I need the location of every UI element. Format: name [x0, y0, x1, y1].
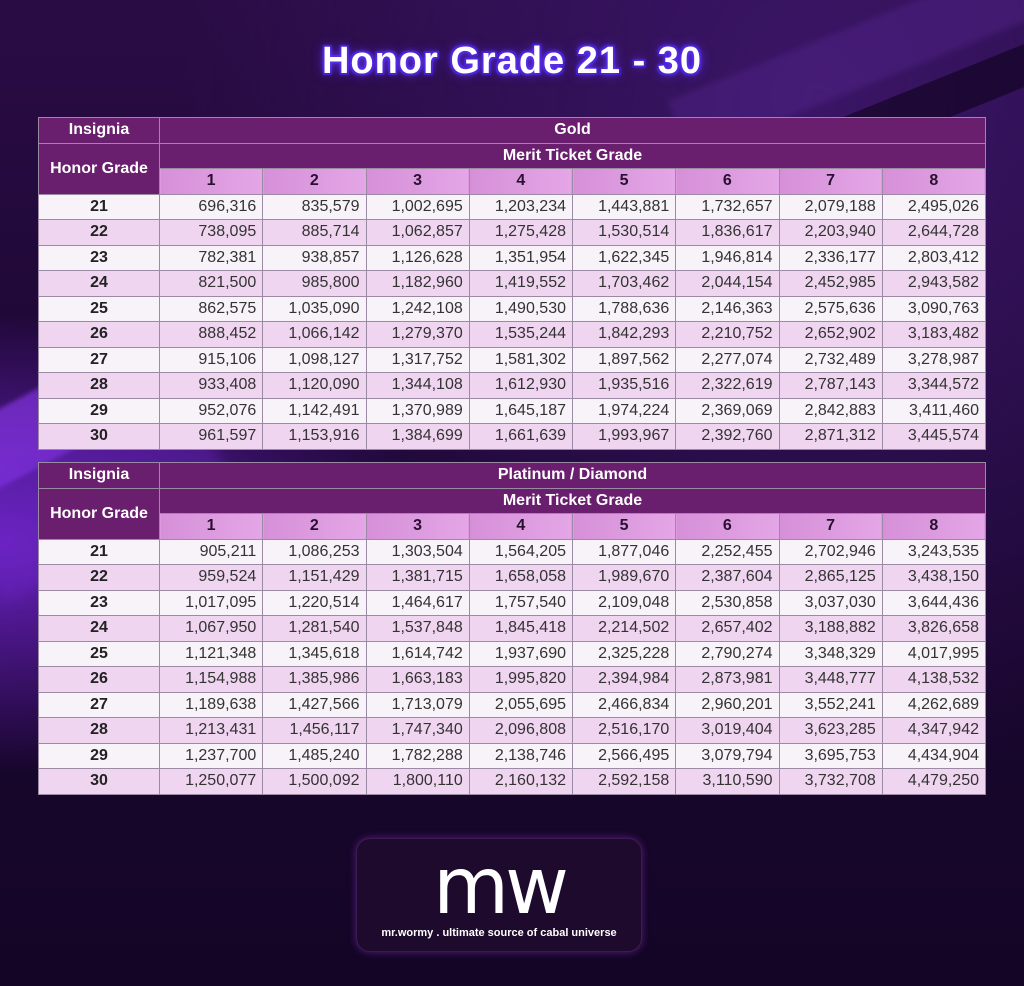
value-cell: 2,466,834	[573, 692, 676, 718]
value-cell: 4,347,942	[882, 718, 985, 744]
value-cell: 1,788,636	[573, 296, 676, 322]
value-cell: 1,279,370	[366, 322, 469, 348]
value-cell: 1,464,617	[366, 590, 469, 616]
honor-grade-cell: 28	[39, 373, 160, 399]
value-cell: 1,836,617	[676, 220, 779, 246]
value-cell: 1,120,090	[263, 373, 366, 399]
table-row	[39, 194, 986, 220]
column-header: 6	[676, 514, 779, 540]
column-header: 1	[160, 169, 263, 195]
table-row	[39, 769, 986, 795]
value-cell: 1,098,127	[263, 347, 366, 373]
value-cell: 2,873,981	[676, 667, 779, 693]
honor-grade-cell: 26	[39, 667, 160, 693]
value-cell: 1,189,638	[160, 692, 263, 718]
honor-grade-cell: 28	[39, 718, 160, 744]
table-row	[39, 322, 986, 348]
value-cell: 1,622,345	[573, 245, 676, 271]
value-cell: 2,214,502	[573, 616, 676, 642]
value-cell: 1,142,491	[263, 398, 366, 424]
value-cell: 985,800	[263, 271, 366, 297]
column-header: 2	[263, 169, 366, 195]
platinum-honor-table	[38, 462, 986, 795]
value-cell: 835,579	[263, 194, 366, 220]
value-cell: 3,110,590	[676, 769, 779, 795]
value-cell: 2,790,274	[676, 641, 779, 667]
value-cell: 1,303,504	[366, 539, 469, 565]
value-cell: 3,623,285	[779, 718, 882, 744]
value-cell: 2,644,728	[882, 220, 985, 246]
column-header: 4	[469, 514, 572, 540]
value-cell: 1,242,108	[366, 296, 469, 322]
value-cell: 1,427,566	[263, 692, 366, 718]
value-cell: 1,203,234	[469, 194, 572, 220]
value-cell: 2,865,125	[779, 565, 882, 591]
value-cell: 1,845,418	[469, 616, 572, 642]
value-cell: 2,096,808	[469, 718, 572, 744]
value-cell: 2,787,143	[779, 373, 882, 399]
value-cell: 1,663,183	[366, 667, 469, 693]
value-cell: 3,552,241	[779, 692, 882, 718]
value-cell: 2,044,154	[676, 271, 779, 297]
value-cell: 1,062,857	[366, 220, 469, 246]
value-cell: 2,252,455	[676, 539, 779, 565]
value-cell: 1,946,814	[676, 245, 779, 271]
column-header: 7	[779, 169, 882, 195]
value-cell: 1,275,428	[469, 220, 572, 246]
value-cell: 4,262,689	[882, 692, 985, 718]
value-cell: 4,434,904	[882, 743, 985, 769]
column-header: 1	[160, 514, 263, 540]
value-cell: 2,387,604	[676, 565, 779, 591]
value-cell: 2,943,582	[882, 271, 985, 297]
value-cell: 1,581,302	[469, 347, 572, 373]
value-cell: 1,067,950	[160, 616, 263, 642]
value-cell: 1,381,715	[366, 565, 469, 591]
value-cell: 1,757,540	[469, 590, 572, 616]
value-cell: 2,657,402	[676, 616, 779, 642]
value-cell: 885,714	[263, 220, 366, 246]
value-cell: 2,803,412	[882, 245, 985, 271]
value-cell: 1,351,954	[469, 245, 572, 271]
value-cell: 1,535,244	[469, 322, 572, 348]
merit-ticket-grade-label: Merit Ticket Grade	[160, 143, 986, 169]
value-cell: 2,394,984	[573, 667, 676, 693]
value-cell: 938,857	[263, 245, 366, 271]
value-cell: 2,495,026	[882, 194, 985, 220]
value-cell: 4,479,250	[882, 769, 985, 795]
honor-grade-cell: 26	[39, 322, 160, 348]
value-cell: 3,079,794	[676, 743, 779, 769]
value-cell: 1,154,988	[160, 667, 263, 693]
value-cell: 2,960,201	[676, 692, 779, 718]
value-cell: 1,443,881	[573, 194, 676, 220]
table-row	[39, 616, 986, 642]
value-cell: 2,369,069	[676, 398, 779, 424]
value-cell: 738,095	[160, 220, 263, 246]
value-cell: 1,126,628	[366, 245, 469, 271]
value-cell: 2,452,985	[779, 271, 882, 297]
value-cell: 2,109,048	[573, 590, 676, 616]
value-cell: 3,019,404	[676, 718, 779, 744]
value-cell: 1,017,095	[160, 590, 263, 616]
honor-grade-cell: 29	[39, 398, 160, 424]
value-cell: 915,106	[160, 347, 263, 373]
insignia-label: Insignia	[39, 463, 160, 489]
value-cell: 1,782,288	[366, 743, 469, 769]
value-cell: 2,325,228	[573, 641, 676, 667]
value-cell: 1,703,462	[573, 271, 676, 297]
value-cell: 1,612,930	[469, 373, 572, 399]
value-cell: 1,732,657	[676, 194, 779, 220]
value-cell: 1,086,253	[263, 539, 366, 565]
value-cell: 1,456,117	[263, 718, 366, 744]
value-cell: 1,182,960	[366, 271, 469, 297]
value-cell: 2,575,636	[779, 296, 882, 322]
value-cell: 1,237,700	[160, 743, 263, 769]
column-header: 7	[779, 514, 882, 540]
value-cell: 905,211	[160, 539, 263, 565]
value-cell: 2,392,760	[676, 424, 779, 450]
value-cell: 3,183,482	[882, 322, 985, 348]
value-cell: 821,500	[160, 271, 263, 297]
value-cell: 3,826,658	[882, 616, 985, 642]
value-cell: 3,448,777	[779, 667, 882, 693]
value-cell: 3,090,763	[882, 296, 985, 322]
value-cell: 3,411,460	[882, 398, 985, 424]
value-cell: 1,250,077	[160, 769, 263, 795]
value-cell: 1,384,699	[366, 424, 469, 450]
value-cell: 1,281,540	[263, 616, 366, 642]
value-cell: 2,138,746	[469, 743, 572, 769]
table-row	[39, 718, 986, 744]
gold-honor-table	[38, 117, 986, 450]
value-cell: 1,151,429	[263, 565, 366, 591]
honor-grade-cell: 22	[39, 565, 160, 591]
honor-grade-cell: 23	[39, 245, 160, 271]
honor-grade-cell: 23	[39, 590, 160, 616]
value-cell: 696,316	[160, 194, 263, 220]
honor-grade-cell: 30	[39, 769, 160, 795]
value-cell: 2,055,695	[469, 692, 572, 718]
honor-grade-cell: 25	[39, 296, 160, 322]
value-cell: 1,842,293	[573, 322, 676, 348]
value-cell: 1,530,514	[573, 220, 676, 246]
honor-grade-cell: 30	[39, 424, 160, 450]
value-cell: 1,153,916	[263, 424, 366, 450]
value-cell: 1,345,618	[263, 641, 366, 667]
value-cell: 1,800,110	[366, 769, 469, 795]
value-cell: 952,076	[160, 398, 263, 424]
value-cell: 2,592,158	[573, 769, 676, 795]
table-row	[39, 296, 986, 322]
value-cell: 2,732,489	[779, 347, 882, 373]
value-cell: 1,500,092	[263, 769, 366, 795]
value-cell: 1,537,848	[366, 616, 469, 642]
value-cell: 2,516,170	[573, 718, 676, 744]
value-cell: 3,037,030	[779, 590, 882, 616]
value-cell: 1,066,142	[263, 322, 366, 348]
value-cell: 959,524	[160, 565, 263, 591]
mw-logo	[356, 838, 642, 952]
value-cell: 1,002,695	[366, 194, 469, 220]
value-cell: 3,188,882	[779, 616, 882, 642]
value-cell: 2,277,074	[676, 347, 779, 373]
table-row	[39, 398, 986, 424]
table-row	[39, 271, 986, 297]
logo-mark: mw	[433, 842, 565, 932]
value-cell: 782,381	[160, 245, 263, 271]
table-row	[39, 245, 986, 271]
value-cell: 1,877,046	[573, 539, 676, 565]
value-cell: 1,370,989	[366, 398, 469, 424]
column-header: 4	[469, 169, 572, 195]
value-cell: 2,566,495	[573, 743, 676, 769]
page-title: Honor Grade 21 - 30	[321, 40, 703, 82]
value-cell: 1,989,670	[573, 565, 676, 591]
honor-grade-label: Honor Grade	[39, 488, 160, 539]
value-cell: 1,995,820	[469, 667, 572, 693]
value-cell: 1,937,690	[469, 641, 572, 667]
honor-grade-cell: 27	[39, 347, 160, 373]
column-header: 2	[263, 514, 366, 540]
column-header: 8	[882, 169, 985, 195]
value-cell: 2,871,312	[779, 424, 882, 450]
value-cell: 1,317,752	[366, 347, 469, 373]
value-cell: 3,644,436	[882, 590, 985, 616]
value-cell: 2,160,132	[469, 769, 572, 795]
value-cell: 1,485,240	[263, 743, 366, 769]
table-row	[39, 424, 986, 450]
value-cell: 3,438,150	[882, 565, 985, 591]
honor-grade-cell: 27	[39, 692, 160, 718]
column-header: 3	[366, 169, 469, 195]
value-cell: 1,974,224	[573, 398, 676, 424]
value-cell: 1,897,562	[573, 347, 676, 373]
value-cell: 888,452	[160, 322, 263, 348]
column-header: 6	[676, 169, 779, 195]
column-header: 5	[573, 514, 676, 540]
value-cell: 2,530,858	[676, 590, 779, 616]
table-row	[39, 641, 986, 667]
honor-grade-cell: 24	[39, 616, 160, 642]
value-cell: 1,490,530	[469, 296, 572, 322]
table-row	[39, 743, 986, 769]
honor-grade-cell: 25	[39, 641, 160, 667]
value-cell: 2,079,188	[779, 194, 882, 220]
insignia-name: Gold	[160, 118, 986, 144]
insignia-name: Platinum / Diamond	[160, 463, 986, 489]
value-cell: 1,935,516	[573, 373, 676, 399]
value-cell: 1,213,431	[160, 718, 263, 744]
value-cell: 2,842,883	[779, 398, 882, 424]
value-cell: 1,419,552	[469, 271, 572, 297]
value-cell: 4,017,995	[882, 641, 985, 667]
value-cell: 3,732,708	[779, 769, 882, 795]
value-cell: 2,146,363	[676, 296, 779, 322]
table-row	[39, 692, 986, 718]
value-cell: 1,385,986	[263, 667, 366, 693]
value-cell: 2,336,177	[779, 245, 882, 271]
value-cell: 1,344,108	[366, 373, 469, 399]
table-row	[39, 667, 986, 693]
value-cell: 2,322,619	[676, 373, 779, 399]
table-row	[39, 539, 986, 565]
value-cell: 2,652,902	[779, 322, 882, 348]
value-cell: 961,597	[160, 424, 263, 450]
honor-grade-label: Honor Grade	[39, 143, 160, 194]
table-row	[39, 590, 986, 616]
value-cell: 3,278,987	[882, 347, 985, 373]
value-cell: 1,713,079	[366, 692, 469, 718]
table-row	[39, 373, 986, 399]
column-header: 5	[573, 169, 676, 195]
honor-grade-cell: 24	[39, 271, 160, 297]
value-cell: 862,575	[160, 296, 263, 322]
value-cell: 1,658,058	[469, 565, 572, 591]
value-cell: 4,138,532	[882, 667, 985, 693]
value-cell: 3,695,753	[779, 743, 882, 769]
value-cell: 3,348,329	[779, 641, 882, 667]
column-header: 8	[882, 514, 985, 540]
value-cell: 1,614,742	[366, 641, 469, 667]
value-cell: 3,344,572	[882, 373, 985, 399]
value-cell: 2,210,752	[676, 322, 779, 348]
value-cell: 1,993,967	[573, 424, 676, 450]
value-cell: 933,408	[160, 373, 263, 399]
logo-tagline: mr.wormy . ultimate source of cabal universe	[381, 927, 617, 939]
merit-ticket-grade-label: Merit Ticket Grade	[160, 488, 986, 514]
value-cell: 2,702,946	[779, 539, 882, 565]
value-cell: 3,243,535	[882, 539, 985, 565]
insignia-label: Insignia	[39, 118, 160, 144]
column-header-row	[39, 514, 986, 540]
value-cell: 1,661,639	[469, 424, 572, 450]
value-cell: 1,035,090	[263, 296, 366, 322]
value-cell: 3,445,574	[882, 424, 985, 450]
honor-grade-cell: 29	[39, 743, 160, 769]
table-row	[39, 347, 986, 373]
honor-grade-cell: 21	[39, 194, 160, 220]
value-cell: 1,220,514	[263, 590, 366, 616]
value-cell: 1,645,187	[469, 398, 572, 424]
value-cell: 1,121,348	[160, 641, 263, 667]
table-row	[39, 220, 986, 246]
honor-grade-cell: 21	[39, 539, 160, 565]
value-cell: 1,747,340	[366, 718, 469, 744]
honor-grade-cell: 22	[39, 220, 160, 246]
column-header: 3	[366, 514, 469, 540]
table-row	[39, 565, 986, 591]
value-cell: 1,564,205	[469, 539, 572, 565]
value-cell: 2,203,940	[779, 220, 882, 246]
column-header-row	[39, 169, 986, 195]
